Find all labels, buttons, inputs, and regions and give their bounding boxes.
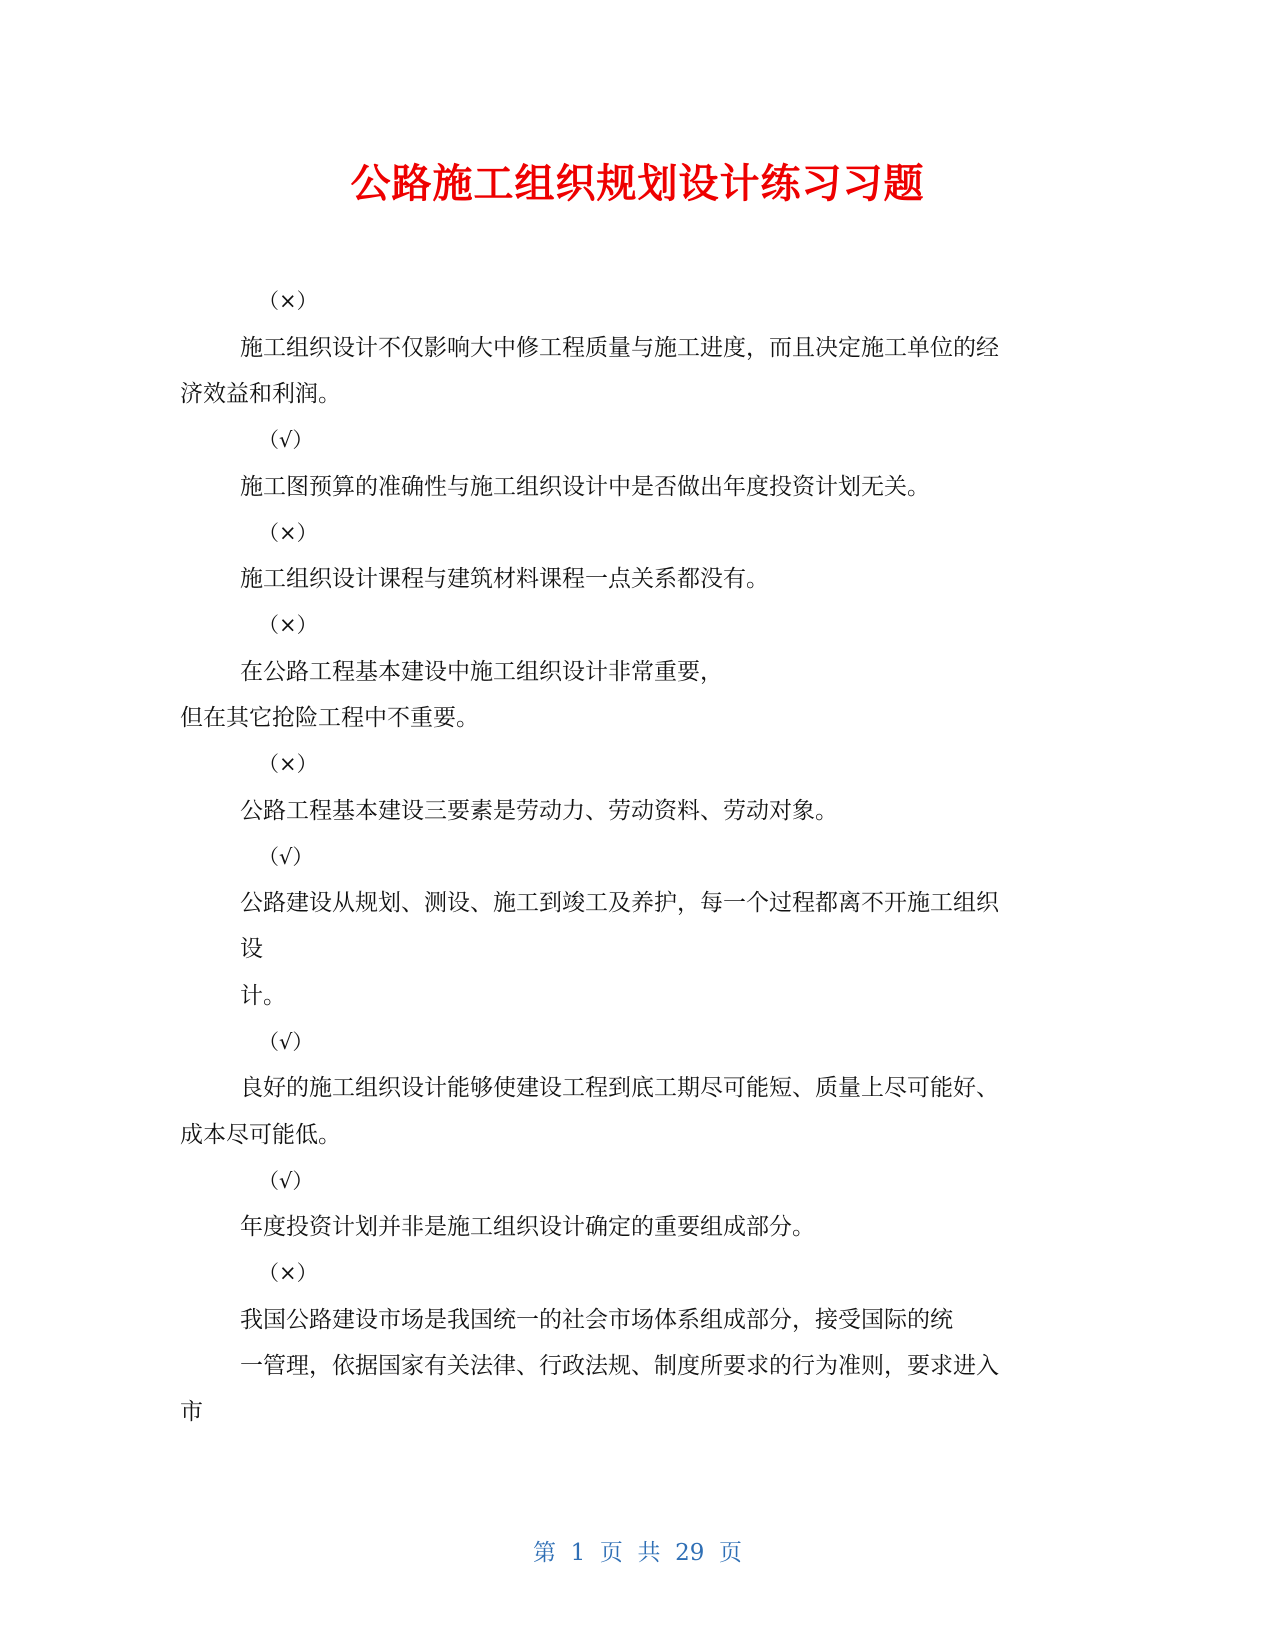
answer-mark: （×） [258,289,318,313]
question-text: 一管理，依据国家有关法律、行政法规、制度所要求的行为准则，要求进入 [240,1353,999,1379]
question-text: 市 [180,1399,203,1425]
question-text: 济效益和利润。 [180,381,341,407]
answer-mark: （√） [258,1169,314,1193]
question-text: 计。 [240,983,286,1009]
page-number: 第 1 页 共 29 页 [532,1540,742,1566]
question-text: 施工组织设计课程与建筑材料课程一点关系都没有。 [240,566,769,592]
question-text: 设 [240,936,263,962]
question-text: 成本尽可能低。 [180,1122,341,1148]
question-text: 公路工程基本建设三要素是劳动力、劳动资料、劳动对象。 [240,798,838,824]
document-title: 公路施工组织规划设计练习习题 [350,161,925,207]
question-text: 年度投资计划并非是施工组织设计确定的重要组成部分。 [240,1214,815,1240]
answer-mark: （√） [258,428,314,452]
question-text: 但在其它抢险工程中不重要。 [180,705,479,731]
answer-mark: （×） [258,613,318,637]
answer-mark: （×） [258,752,318,776]
answer-mark: （√） [258,1030,314,1054]
answer-mark: （×） [258,1261,318,1285]
answer-mark: （×） [258,521,318,545]
question-text: 公路建设从规划、测设、施工到竣工及养护，每一个过程都离不开施工组织 [240,890,999,916]
answer-mark: （√） [258,845,314,869]
question-text: 在公路工程基本建设中施工组织设计非常重要， [240,659,723,685]
question-text: 施工图预算的准确性与施工组织设计中是否做出年度投资计划无关。 [240,474,930,500]
question-text: 施工组织设计不仅影响大中修工程质量与施工进度，而且决定施工单位的经 [240,335,999,361]
question-text: 良好的施工组织设计能够使建设工程到底工期尽可能短、质量上尽可能好、 [240,1075,999,1101]
question-text: 我国公路建设市场是我国统一的社会市场体系组成部分，接受国际的统 [240,1307,953,1333]
